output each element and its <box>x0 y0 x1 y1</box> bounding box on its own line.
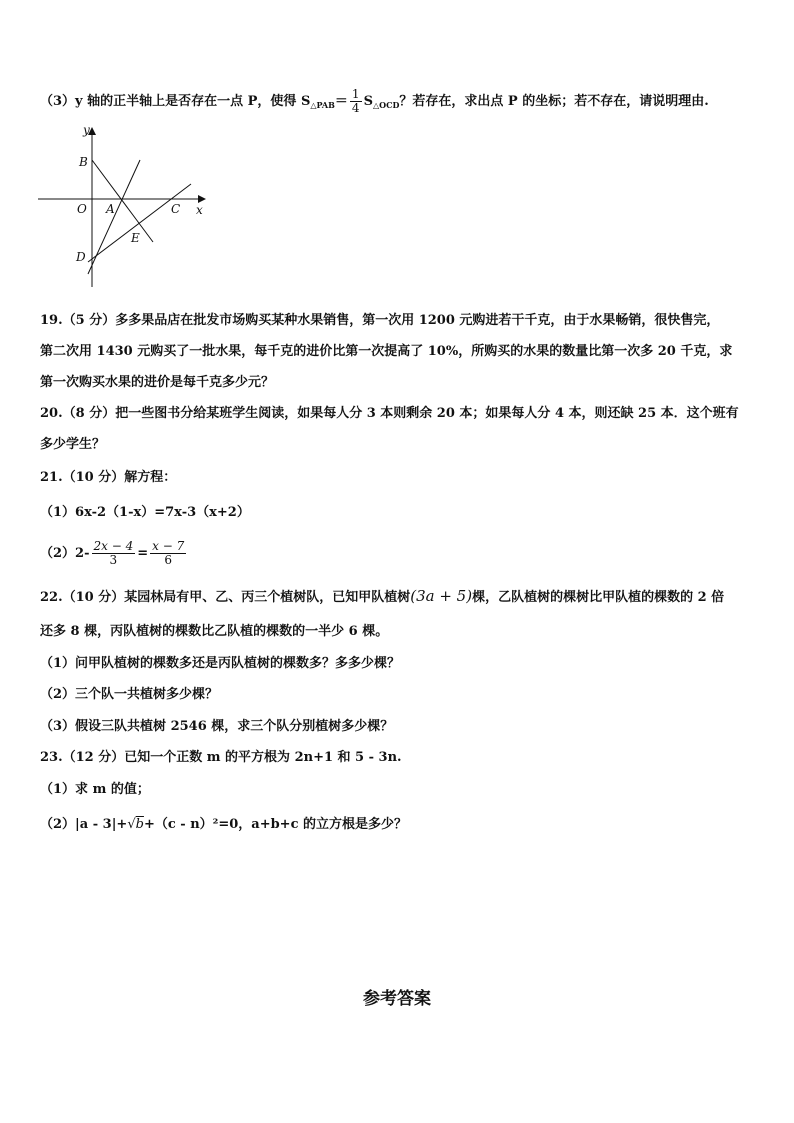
label-c: C <box>171 202 181 216</box>
label-d: D <box>76 250 86 264</box>
q23-title: 23.（12 分）已知一个正数 m 的平方根为 2n+1 和 5 - 3n. <box>40 750 402 765</box>
q22-part3: （3）假设三队共植树 2546 棵，求三个队分别植树多少棵？ <box>40 719 394 734</box>
q18-fraction <box>350 88 362 115</box>
q23-sqrt-b: b <box>135 817 144 832</box>
label-y: y <box>83 123 90 137</box>
q21-p2-eq: = <box>137 546 149 561</box>
q21-frac1 <box>92 540 136 567</box>
q18-s2: S <box>363 94 373 109</box>
coordinate-figure <box>36 122 216 292</box>
q23-part1: （1）求 m 的值； <box>40 782 150 797</box>
line-dc <box>88 184 191 262</box>
q22-line1 <box>40 588 724 606</box>
q19-line1: 19.（5 分）多多果品店在批发市场购买某种水果销售，第一次用 1200 元购进若干千克，由于水果畅销，很快售完， <box>40 313 720 328</box>
q21-part1: （1）6x-2（1-x）=7x-3（x+2） <box>40 505 250 520</box>
q21-p2-prefix: （2）2- <box>40 546 90 561</box>
label-x: x <box>196 203 203 217</box>
q21-frac2-den: 6 <box>164 553 172 567</box>
q21-frac2-num: x − 7 <box>152 539 185 553</box>
q18-frac-num: 1 <box>351 87 360 101</box>
q18-sub2: △OCD <box>372 100 400 110</box>
q18-frac-den: 4 <box>351 101 360 115</box>
x-axis-arrow <box>198 195 206 203</box>
q18-suffix: ？若存在，求出点 P 的坐标；若不存在，请说明理由. <box>399 94 709 109</box>
q21-frac1-den: 3 <box>109 553 118 567</box>
line-da <box>88 160 140 274</box>
q20-line1: 20.（8 分）把一些图书分给某班学生阅读，如果每人分 3 本则剩余 20 本；如果每人分 4 本，则还缺 25 本．这个班有 <box>40 406 739 421</box>
q22-part2: （2）三个队一共植树多少棵？ <box>40 687 219 702</box>
line-be <box>92 160 153 242</box>
q19-line2: 第二次用 1430 元购买了一批水果，每千克的进价比第一次提高了 10%，所购买的水果的数量比第一次多 20 千克，求 <box>40 344 733 359</box>
q18-prefix: （3）y 轴的正半轴上是否存在一点 P，使得 S <box>40 94 311 109</box>
label-a: A <box>106 202 115 216</box>
q23-p2-a: （2）|a - 3|+ <box>40 817 128 832</box>
q22-line1-b: 棵，乙队植树的棵树比甲队植的棵数的 2 倍 <box>472 590 725 605</box>
q22-expr: (3a + 5) <box>410 587 473 605</box>
sqrt-symbol: √ <box>127 817 136 832</box>
q22-line2: 还多 8 棵，丙队植树的棵数比乙队植的棵数的一半少 6 棵。 <box>40 624 389 639</box>
label-b: B <box>79 155 88 169</box>
q21-title: 21.（10 分）解方程： <box>40 470 177 485</box>
q22-part1: （1）问甲队植树的棵数多还是丙队植树的棵数多？多多少棵？ <box>40 656 401 671</box>
label-e: E <box>131 231 140 245</box>
q19-line3: 第一次购买水果的进价是每千克多少元？ <box>40 375 275 390</box>
q21-frac2 <box>150 540 186 567</box>
q21-frac1-num: 2x − 4 <box>93 539 134 553</box>
q20-line2: 多少学生？ <box>40 437 106 452</box>
q18-sub1: △PAB <box>310 100 335 110</box>
label-o: O <box>77 202 87 216</box>
q18-eq: ＝ <box>334 94 348 109</box>
answer-title: 参考答案 <box>363 989 431 1009</box>
q22-line1-a: 22.（10 分）某园林局有甲、乙、丙三个植树队，已知甲队植树 <box>40 590 411 605</box>
q18-part3 <box>40 88 709 115</box>
q21-part2 <box>40 540 188 567</box>
q23-part2 <box>40 817 407 833</box>
q23-p2-b: +（c - n）²=0，a+b+c 的立方根是多少？ <box>143 817 408 832</box>
